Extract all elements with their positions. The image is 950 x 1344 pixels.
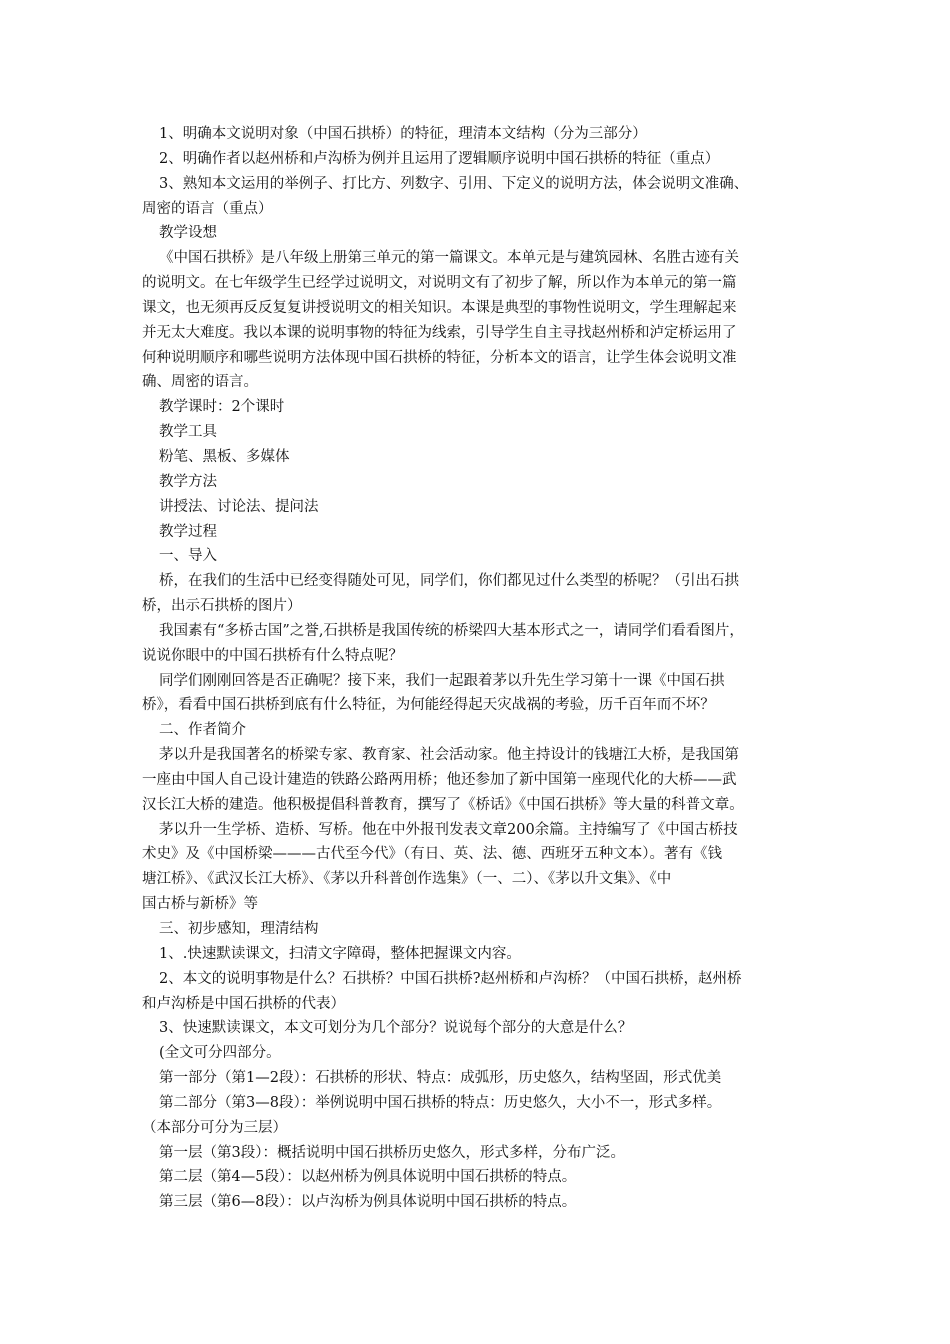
text-line: 和卢沟桥是中国石拱桥的代表） [142, 995, 345, 1012]
text-line: 我国素有“多桥古国”之誉,石拱桥是我国传统的桥梁四大基本形式之一，请同学们看看图片， [159, 622, 744, 639]
text-line: 1、明确本文说明对象（中国石拱桥）的特征，理清本文结构（分为三部分） [159, 126, 647, 142]
text-line: 讲授法、讨论法、提问法 [159, 498, 319, 515]
text-line: 第二部分（第3—8段）：举例说明中国石拱桥的特点：历史悠久，大小不一，形式多样。 [159, 1094, 722, 1111]
text-line: 确、周密的语言。 [142, 374, 258, 391]
text-line: 3、快速默读课文，本文可划分为几个部分？说说每个部分的大意是什么？ [159, 1020, 633, 1037]
text-line: 三、初步感知，理清结构 [159, 921, 319, 937]
text-line: 教学工具 [159, 424, 217, 441]
text-line: 桥，在我们的生活中已经变得随处可见，同学们，你们都见过什么类型的桥呢？（引出石拱 [159, 573, 739, 590]
document-body [142, 122, 814, 1215]
text-line: 的说明文。在七年级学生已经学过说明文，对说明文有了初步了解，所以作为本单元的第一篇 [142, 275, 737, 292]
text-line: 第一层（第3段）：概括说明中国石拱桥历史悠久，形式多样，分布广泛。 [159, 1144, 625, 1161]
text-line: 二、作者简介 [159, 722, 246, 739]
text-line: 教学方法 [159, 473, 217, 490]
text-line: 周密的语言（重点） [142, 200, 273, 217]
text-line: 桥》，看看中国石拱桥到底有什么特征，为何能经得起天灾战祸的考验，历千百年而不坏？ [142, 697, 715, 714]
text-line: 2、本文的说明事物是什么？石拱桥？中国石拱桥?赵州桥和卢沟桥？（中国石拱桥，赵州桥 [159, 970, 742, 987]
text-line: 国古桥与新桥》等 [142, 896, 258, 913]
text-line: 桥，出示石拱桥的图片） [142, 598, 302, 615]
text-line: 术史》及《中国桥梁———古代至今代》（有日、英、法、德、西班牙五种文本）。著有《钱 [142, 846, 722, 863]
text-line: 塘江桥》、《武汉长江大桥》、《茅以升科普创作选集》（一、二）、《茅以升文集》、《中 [142, 871, 672, 888]
text-line: 第三层（第6—8段）：以卢沟桥为例具体说明中国石拱桥的特点。 [159, 1194, 577, 1211]
text-line: 教学课时：2个课时 [159, 399, 285, 416]
text-line: 3、熟知本文运用的举例子、打比方、列数字、引用、下定义的说明方法，体会说明文准确、 [159, 175, 749, 192]
text-line: 第一部分（第1—2段）：石拱桥的形状、特点：成弧形，历史悠久，结构坚固，形式优美 [159, 1070, 722, 1087]
text-line: 教学过程 [159, 523, 217, 540]
text-line: (全文可分四部分。 [159, 1045, 281, 1062]
text-line: 汉长江大桥的建造。他积极提倡科普教育，撰写了《桥话》《中国石拱桥》等大量的科普文章。 [142, 796, 744, 813]
text-line: 茅以升是我国著名的桥梁专家、教育家、社会活动家。他主持设计的钱塘江大桥，是我国第 [159, 747, 739, 764]
text-line: 2、明确作者以赵州桥和卢沟桥为例并且运用了逻辑顺序说明中国石拱桥的特征（重点） [159, 150, 720, 167]
text-line: 并无太大难度。我以本课的说明事物的特征为线索，引导学生自主寻找赵州桥和泸定桥运用了 [142, 324, 737, 341]
text-line: 茅以升一生学桥、造桥、写桥。他在中外报刊发表文章200余篇。主持编写了《中国古桥技 [159, 821, 738, 838]
text-line: 同学们刚刚回答是否正确呢？接下来，我们一起跟着茅以升先生学习第十一课《中国石拱 [159, 672, 725, 689]
text-line: 何种说明顺序和哪些说明方法体现中国石拱桥的特征，分析本文的语言，让学生体会说明文准 [142, 349, 737, 366]
text-line: 1、.快速默读课文，扫清文字障碍，整体把握课文内容。 [159, 945, 521, 962]
text-line: 第二层（第4—5段）：以赵州桥为例具体说明中国石拱桥的特点。 [159, 1169, 577, 1186]
text-line: 说说你眼中的中国石拱桥有什么特点呢？ [142, 647, 403, 664]
text-line: 课文，也无须再反反复复讲授说明文的相关知识。本课是典型的事物性说明文，学生理解起来 [142, 299, 737, 316]
text-line: 一、导入 [159, 548, 217, 565]
text-line: 一座由中国人自己设计建造的铁路公路两用桥；他还参加了新中国第一座现代化的大桥——武 [142, 771, 737, 788]
text-line: 粉笔、黑板、多媒体 [159, 448, 290, 465]
text-line: （本部分可分为三层） [142, 1119, 287, 1136]
text-line: 《中国石拱桥》是八年级上册第三单元的第一篇课文。本单元是与建筑园林、名胜古迹有关 [159, 250, 739, 267]
text-line: 教学设想 [159, 225, 217, 242]
